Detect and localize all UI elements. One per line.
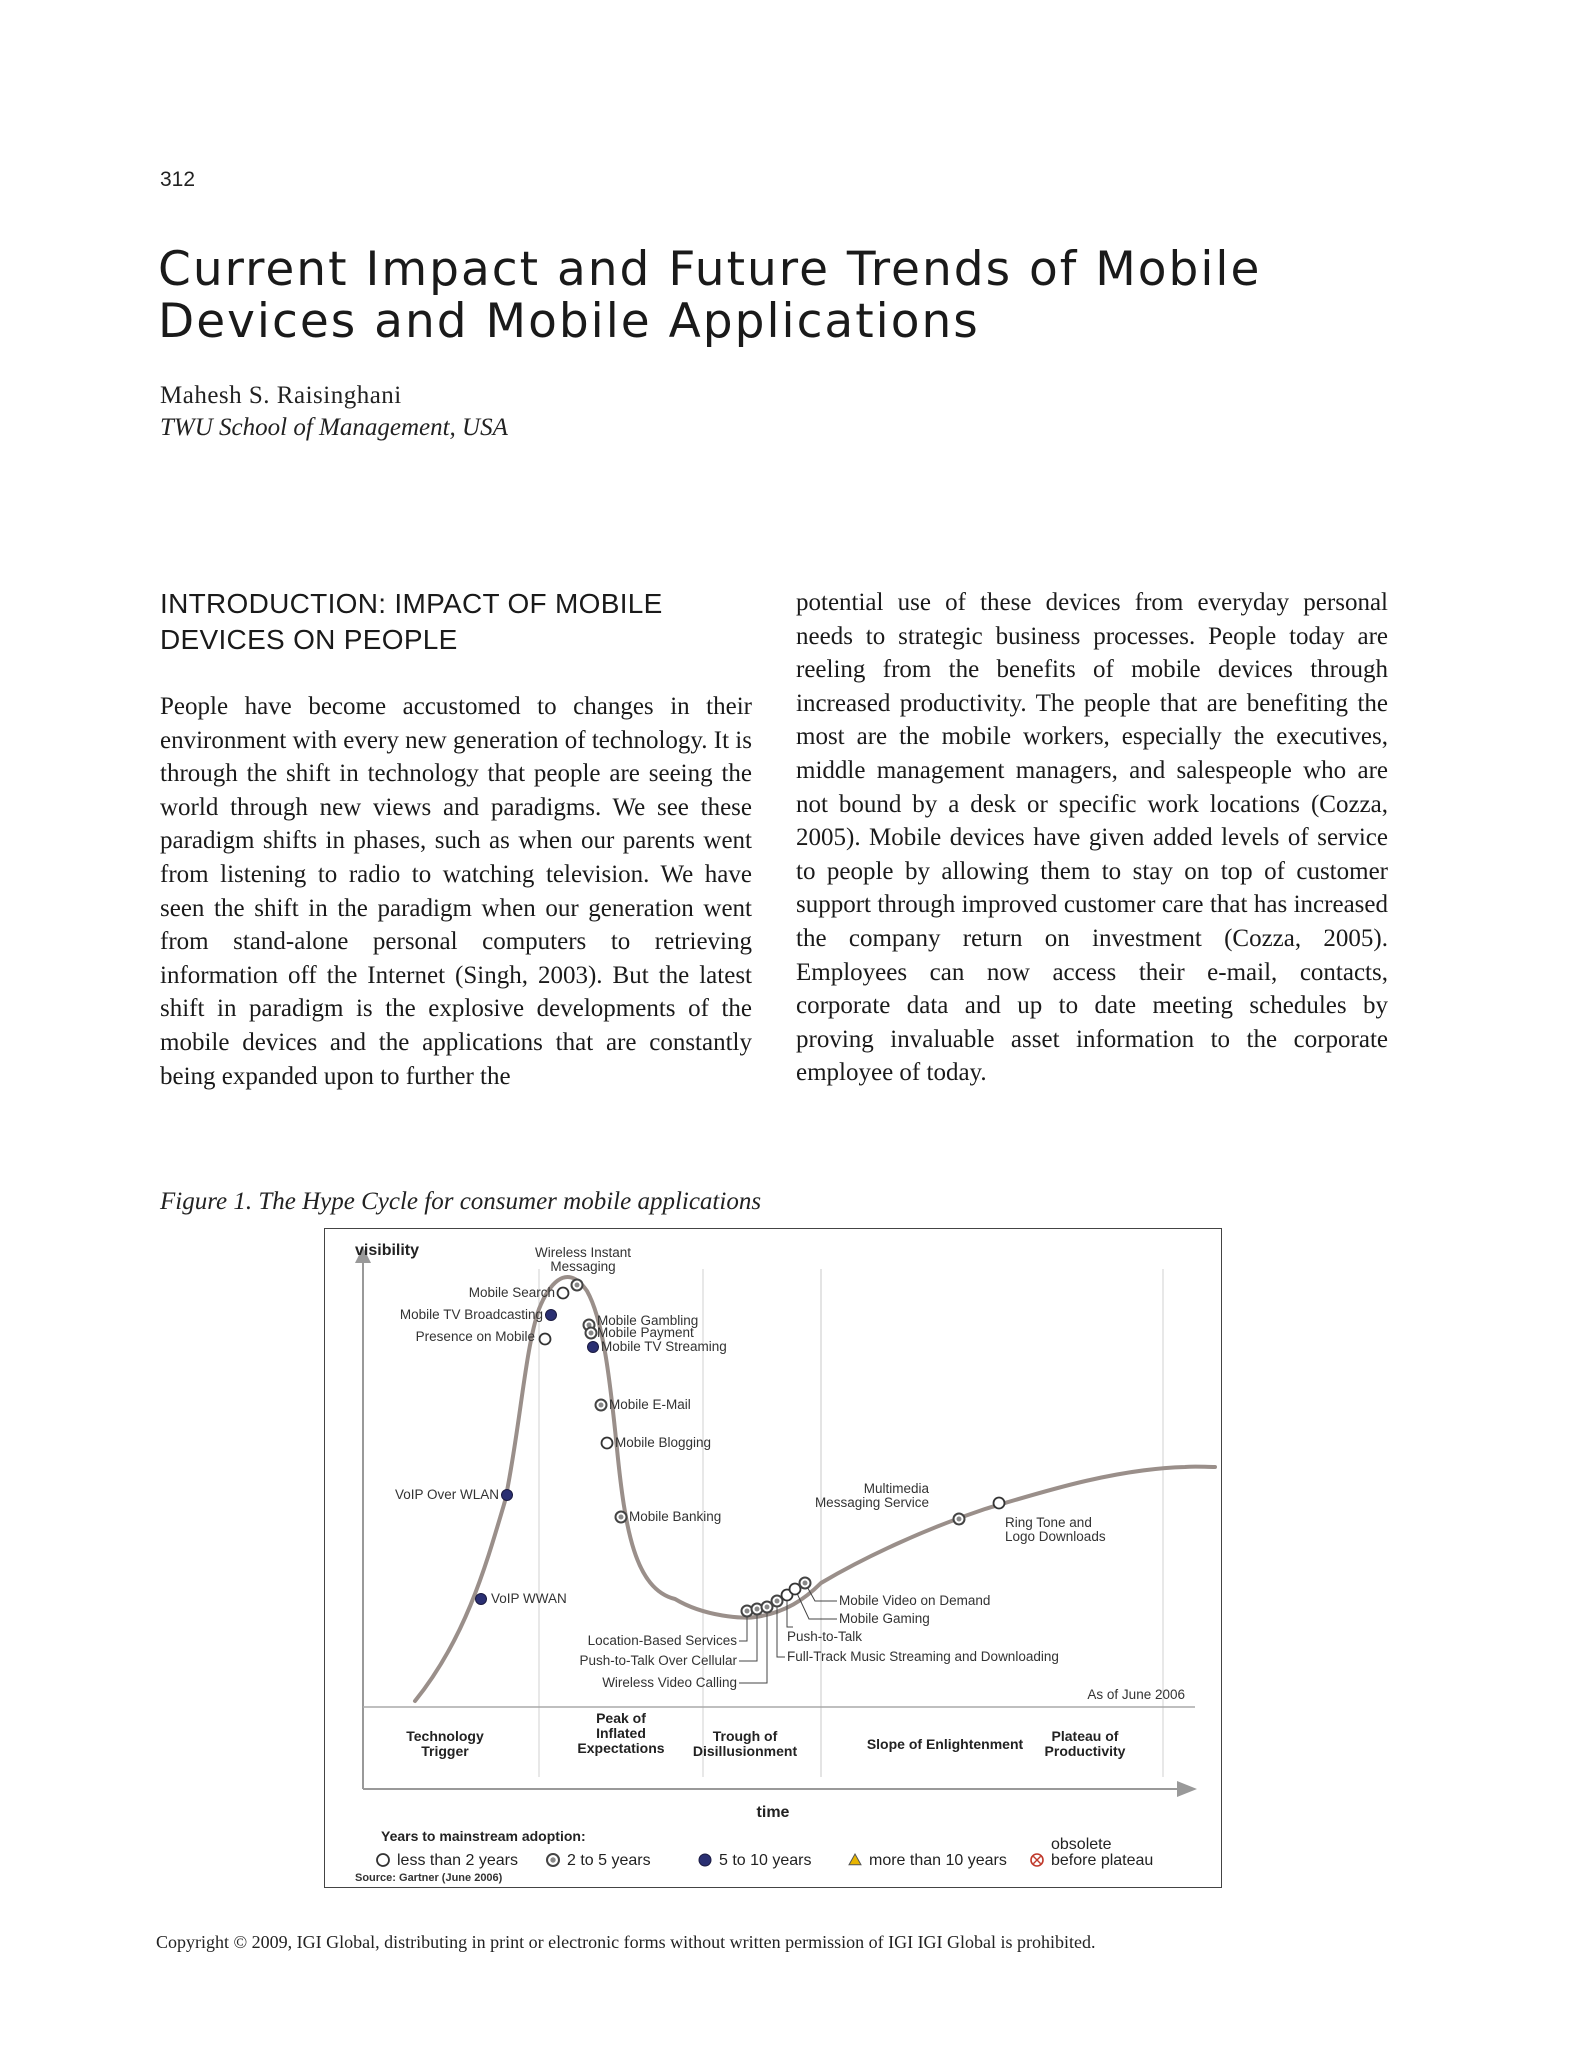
hype-point-label: Mobile Banking (629, 1509, 722, 1524)
legend-label: obsolete (1051, 1836, 1112, 1853)
intro-paragraph-left: People have become accustomed to changes in their environment with every new generation of technology. It is through the shift in technology that people are seeing the world through new views and paradigms. We see these paradigm shifts in phases, such as when our parents went from listening to radio to watching television. We have seen the shift in the paradigm when our generation went from stand-alone personal computers to retrieving information off the Internet (Singh, 2003). But the latest shift in paradigm is the explosive developments of the mobile devices and the applications that are constantly being expanded upon to further the (160, 693, 752, 1090)
hype-point-label: Messaging Service (814, 1495, 929, 1510)
hype-point-label: Mobile TV Broadcasting (399, 1307, 543, 1322)
hype-cycle-figure (324, 1228, 1222, 1888)
section-heading: INTRODUCTION: IMPACT OF MOBILE DEVICES ON PEOPLE (160, 588, 663, 655)
hype-point-label: Mobile Search (468, 1285, 555, 1300)
hype-point-label: Mobile Video on Demand (839, 1593, 991, 1608)
hype-point-marker-core (957, 1517, 962, 1522)
paper-title: Current Impact and Future Trends of Mobile Devices and Mobile Applications (158, 242, 1262, 349)
hype-point-label: VoIP WWAN (491, 1591, 567, 1606)
phase-label: Plateau of (1051, 1728, 1119, 1744)
phase-label: Trigger (421, 1743, 469, 1759)
hype-point-label: Mobile Blogging (615, 1435, 712, 1450)
phase-label: Peak of (596, 1710, 646, 1726)
hype-point-marker (790, 1584, 801, 1595)
hype-point-label: Full-Track Music Streaming and Downloading (787, 1649, 1059, 1664)
hype-point-marker-core (589, 1331, 594, 1336)
as-of-date: As of June 2006 (1087, 1687, 1185, 1702)
hype-point-label: Mobile Gaming (839, 1611, 930, 1626)
author-affiliation: TWU School of Management, USA (160, 414, 508, 441)
leader-line (795, 1589, 837, 1619)
hype-point-label: Wireless Instant (534, 1245, 632, 1260)
legend-marker (377, 1854, 389, 1866)
right-column (796, 586, 1388, 1090)
chart-source: Source: Gartner (June 2006) (355, 1872, 503, 1884)
hype-point-marker (476, 1594, 487, 1605)
hype-point-label: Mobile E-Mail (609, 1397, 691, 1412)
x-axis-arrow (1177, 1781, 1197, 1797)
hype-point-label: Mobile Payment (597, 1325, 694, 1340)
figure-caption: Figure 1. The Hype Cycle for consumer mobile applications (160, 1188, 762, 1215)
legend-label: before plateau (1051, 1852, 1154, 1869)
hype-point-marker (558, 1288, 569, 1299)
left-column (160, 586, 752, 1093)
legend-marker (699, 1854, 711, 1866)
hype-point-label: Mobile Gambling (597, 1313, 699, 1328)
hype-point-label: Wireless Video Calling (602, 1675, 737, 1690)
hype-point-label: Mobile TV Streaming (601, 1339, 727, 1354)
hype-point-marker (502, 1490, 513, 1501)
x-axis-label: time (756, 1804, 790, 1821)
hype-point-marker-core (745, 1609, 750, 1614)
hype-point-label: Messaging (550, 1259, 616, 1274)
page-number: 312 (160, 168, 196, 191)
hype-point-label: Push-to-Talk Over Cellular (579, 1653, 737, 1668)
hype-point-marker-core (765, 1605, 770, 1610)
legend-label: 2 to 5 years (567, 1852, 651, 1869)
author-name: Mahesh S. Raisinghani (160, 382, 402, 409)
phase-label: Inflated (596, 1725, 646, 1741)
hype-point-marker (602, 1438, 613, 1449)
hype-point-label: Logo Downloads (1005, 1529, 1106, 1544)
hype-point-marker (546, 1310, 557, 1321)
hype-point-marker-core (599, 1403, 604, 1408)
hype-point-marker-core (755, 1607, 760, 1612)
hype-point-label: Ring Tone and (1005, 1515, 1092, 1530)
hype-point-marker-core (775, 1599, 780, 1604)
y-axis-label: visibility (355, 1242, 420, 1259)
hype-point-label: VoIP Over WLAN (394, 1487, 499, 1502)
legend-marker (849, 1854, 861, 1865)
hype-point-label: Multimedia (863, 1481, 929, 1496)
hype-point-marker-core (803, 1581, 808, 1586)
copyright-footer: Copyright © 2009, IGI Global, distributing in print or electronic forms without written permission of IGI IGI Global is prohibited. (156, 1932, 1096, 1952)
intro-paragraph-right: potential use of these devices from everyday personal needs to strategic business processes. People today are reeling from the benefits of mobile devices through increased productivity. The people that are benefiting the most are the mobile workers, especially the executives, middle management managers, and salespeople who are not bound by a desk or specific work locations (Cozza, 2005). Mobile devices have given added levels of service to people by allowing them to stay on top of customer support through improved customer care that has increased the company return on investment (Cozza, 2005). Employees can now access their e-mail, contacts, corporate data and up to date meeting schedules by proving invaluable asset information to the corporate employee of today. (796, 589, 1388, 1087)
hype-point-marker-core (619, 1515, 624, 1520)
hype-point-marker-core (575, 1283, 580, 1288)
legend-title: Years to mainstream adoption: (381, 1828, 586, 1844)
phase-label: Disillusionment (692, 1743, 798, 1759)
legend-label: more than 10 years (869, 1852, 1007, 1869)
phase-label: Slope of Enlightenment (866, 1736, 1024, 1752)
phase-label: Technology (406, 1728, 484, 1744)
phase-label: Trough of (712, 1728, 778, 1744)
legend-label: less than 2 years (397, 1852, 518, 1869)
legend-label: 5 to 10 years (719, 1852, 812, 1869)
hype-point-label: Location-Based Services (587, 1633, 737, 1648)
hype-point-label: Presence on Mobile (415, 1329, 535, 1344)
phase-label: Expectations (577, 1740, 665, 1756)
hype-cycle-chart (325, 1229, 1221, 1887)
hype-point-marker (588, 1342, 599, 1353)
hype-point-marker (540, 1334, 551, 1345)
phase-label: Productivity (1044, 1743, 1126, 1759)
hype-point-label: Push-to-Talk (787, 1629, 863, 1644)
hype-point-marker (994, 1498, 1005, 1509)
legend-marker-core (550, 1857, 555, 1862)
